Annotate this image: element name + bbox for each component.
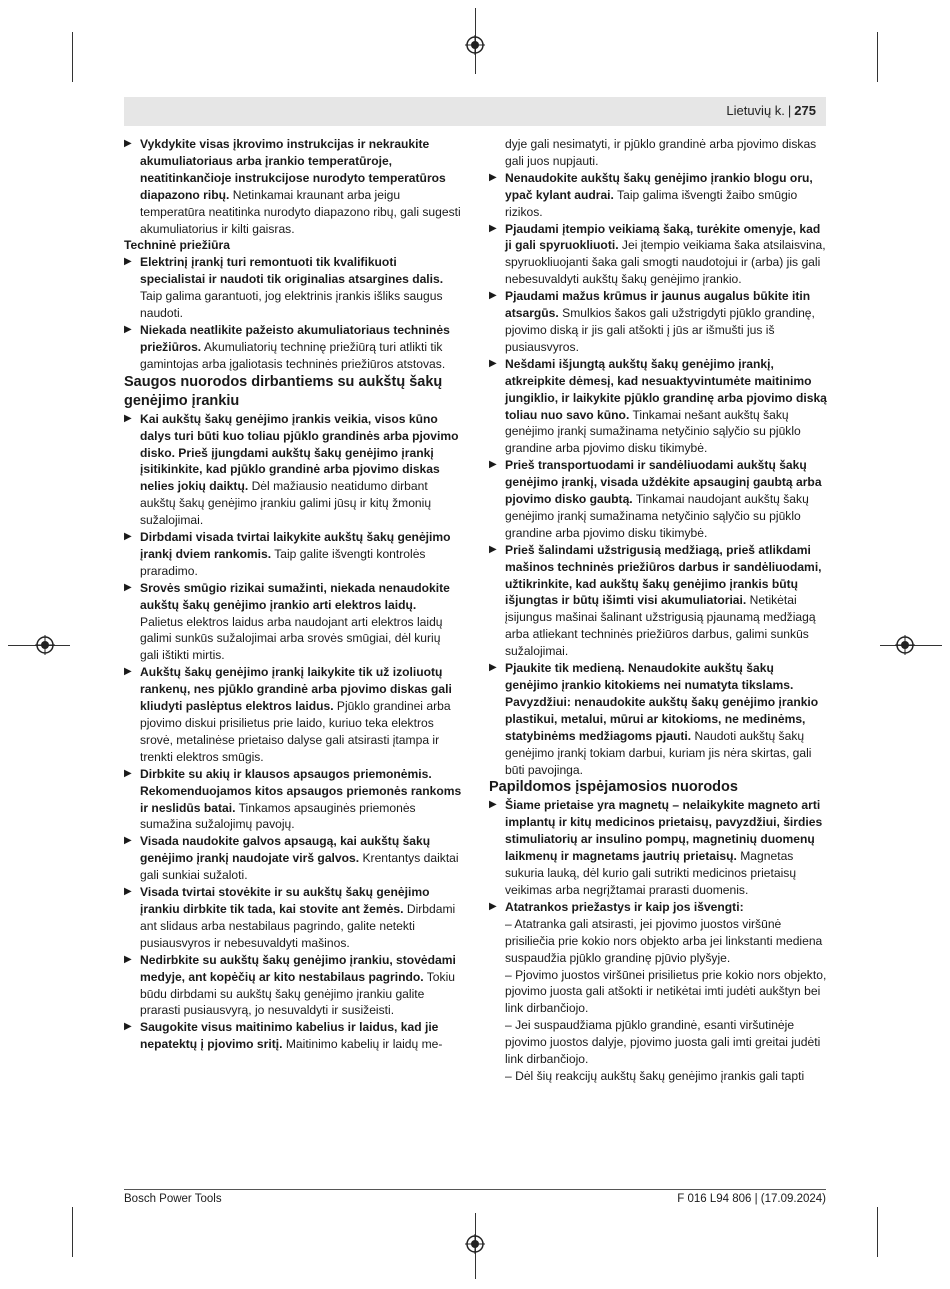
triangle-right-icon: ▶ <box>489 290 497 302</box>
subheading: Techninė priežiūra <box>124 238 230 253</box>
bullet-text: Dirbdami ant slidaus arba nestabilaus pagrindo, galite netekti pusiausvyros ir nebesuvaldyti mašinos. <box>140 901 456 950</box>
bullet-text: Maitinimo kabelių ir laidų me- <box>282 1037 443 1052</box>
crop-line <box>877 32 878 82</box>
bullet-bold-text: Prieš transportuodami ir sandėliuodami aukštų šakų genėjimo įrankį, visada uždėkite apsauginį gaubtą arba pjovimo disko gaubtą. <box>505 458 822 507</box>
bullet-item <box>489 170 827 221</box>
bullet-bold-text: Pjaudami įtempio veikiamą šaką, turėkite omenyje, kad ji gali spyruokliuoti. <box>505 221 821 253</box>
registration-mark-icon <box>35 635 55 655</box>
footer-brand: Bosch Power Tools <box>124 1193 222 1205</box>
bullet-item <box>124 952 462 1020</box>
bullet-item <box>489 356 827 457</box>
bullet-text: Tokiu būdu dirbdami su aukštų šakų genėjimo įrankiu galite prarasti pusiausvyrą, jo nesuvaldyti ir susižeisti. <box>140 969 455 1018</box>
triangle-right-icon: ▶ <box>124 767 132 779</box>
bullet-text: Netikėtai įsijungus mašinai šalinant užstrigusią pjaunamą medžiagą arba atliekant techninės priežiūros darbus, galimi sunkūs sužalojimai. <box>505 593 816 659</box>
crop-line <box>72 1207 73 1257</box>
section-title: Saugos nuorodos dirbantiems su aukštų šakų genėjimo įrankiu <box>124 373 443 409</box>
bullet-bold-text: Dirbkite su akių ir klausos apsaugos priemonėmis. Rekomenduojamos kitos apsaugos priemonės rankoms ir neslidūs batai. <box>140 766 462 815</box>
triangle-right-icon: ▶ <box>124 531 132 543</box>
bullet-bold-text: Vykdykite visas įkrovimo instrukcijas ir nekraukite akumuliatoriaus arba įrankio temperatūroje, neatitinkančioje instrukcijose nurodyto temperatūros diapazono ribų. <box>140 137 446 202</box>
header-text <box>726 103 816 118</box>
triangle-right-icon: ▶ <box>124 256 132 268</box>
bullet-text: Dėl mažiausio neatidumo dirbant aukštų šakų genėjimo įrankiu galimi jūsų ir kitų žmonių sužalojimai. <box>140 479 432 528</box>
bullet-item <box>489 288 827 356</box>
right-column <box>489 136 827 1085</box>
triangle-right-icon: ▶ <box>124 666 132 678</box>
header-language: Lietuvių k. <box>726 103 785 118</box>
bullet-bold-text: Aukštų šakų genėjimo įrankį laikykite tik už izoliuotų rankenų, nes pjūklo grandinė arba pjovimo diskas gali kliudyti paslėptus elektros laidus. <box>140 665 452 714</box>
dash-item: – Pjovimo juostos viršūnei prisilietus prie kokio nors objekto, pjovimo juosta gali atšokti ir netikėtai imti judėti aukštyn bei link dirbančiojo. <box>505 967 827 1016</box>
bullet-bold-text: Saugokite visus maitinimo kabelius ir laidus, kad jie nepatektų į pjovimo sritį. <box>140 1020 439 1052</box>
bullet-bold-text: Kai aukštų šakų genėjimo įrankis veikia, visos kūno dalys turi būti kuo toliau pjūklo grandinės arba pjovimo disko. Prieš įjungdami aukštų šakų genėjimo įrankį įsitikinkite, kad pjūklo grandinė arba pjovimo diskas nelies jokių daiktų. <box>140 411 459 494</box>
bullet-text: Naudoti aukštų šakų genėjimo įrankį tokiam darbui, kuriam jis nėra skirtas, gali būti pavojinga. <box>505 728 812 777</box>
bullet-item <box>124 136 462 237</box>
bullet-item <box>124 1019 462 1053</box>
triangle-right-icon: ▶ <box>489 357 497 369</box>
bullet-text: Pjūklo grandinei arba pjovimo diskui prisilietus prie laido, kuriuo teka elektros srovė, metalinėse prietaiso dalyse gali atsirasti įtampa ir trenkti elektros smūgis. <box>140 699 451 764</box>
dash-item: – Atatranka gali atsirasti, jei pjovimo juostos viršūnė prisiliečia prie kokio nors objekto arba jei linkstanti mediena suspaudžia pjūklo grandinę pjūvio plyšyje. <box>505 916 823 965</box>
bullet-text: Magnetas sukuria lauką, dėl kurio gali sutrikti medicinos prietaisų veikimas arba negrįžtamai prarasti duomenis. <box>505 849 797 897</box>
bullet-item <box>124 884 462 952</box>
section-title: Papildomos įspėjamosios nuorodos <box>489 779 738 796</box>
triangle-right-icon: ▶ <box>489 900 497 912</box>
bullet-text: Netinkamai kraunant arba jeigu temperatūra neatitinka nurodyto diapazono ribų, gali sugesti akumuliatorius ir kilti gaisras. <box>140 187 461 236</box>
bullet-item <box>124 766 462 834</box>
bullet-item <box>124 580 462 665</box>
bullet-text: Jei įtempio veikiama šaka atsilaisvina, spyruokliuojanti šaka gali smogti naudotojui ir (arba) jis gali nebesuvaldyti aukštų šakų genėjimo įrankio. <box>505 238 826 287</box>
dash-item: – Dėl šių reakcijų aukštų šakų genėjimo įrankis gali tapti <box>505 1068 805 1083</box>
triangle-right-icon: ▶ <box>124 835 132 847</box>
bullet-bold-text: Visada tvirtai stovėkite ir su aukštų šakų genėjimo įrankiu dirbkite tik tada, kai stovite ant žemės. <box>140 885 430 916</box>
crop-line <box>877 1207 878 1257</box>
bullet-item <box>124 833 462 884</box>
footer-rule <box>124 1189 826 1190</box>
triangle-right-icon: ▶ <box>124 581 132 593</box>
bullet-bold-text: Pjaudami mažus krūmus ir jaunus augalus būkite itin atsargūs. <box>505 289 811 321</box>
bullet-bold-text: Elektrinį įrankį turi remontuoti tik kvalifikuoti specialistai ir naudoti tik originalias atsargines dalis. <box>140 255 444 287</box>
bullet-bold-text: Prieš šalindami užstrigusią medžiagą, prieš atlikdami mašinos techninės priežiūros darbus ir sandėliuodami, užtikrinkite, kad aukštų šakų genėjimo įrankis būtų išjungtas ir būtų išimti visi akumuliatoriai. <box>505 542 822 608</box>
continued-text: dyje gali nesimatyti, ir pjūklo grandinė arba pjovimo diskas gali juos nupjauti. <box>505 137 817 168</box>
registration-mark-icon <box>465 1234 485 1254</box>
triangle-right-icon: ▶ <box>489 543 497 555</box>
page-header <box>124 97 826 126</box>
registration-mark-icon <box>895 635 915 655</box>
bullet-item <box>124 664 462 765</box>
bullet-item <box>489 660 827 778</box>
triangle-right-icon: ▶ <box>489 171 497 183</box>
bullet-item <box>489 899 827 916</box>
dash-item: – Jei suspaudžiama pjūklo grandinė, esanti viršutinėje pjovimo juostos dalyje, pjovimo juosta gali imti greitai judėti link dirbančiojo. <box>505 1018 821 1067</box>
bullet-bold-text: Šiame prietaise yra magnetų – nelaikykite magneto arti implantų ir kitų medicinos prietaisų, pavyzdžiui, širdies stimuliatorių ar insulino pompų, magnetinių duomenų laikmenų ir magnetams jautrių prietaisų. <box>505 798 823 864</box>
triangle-right-icon: ▶ <box>124 412 132 424</box>
bullet-bold-text: Nešdami išjungtą aukštų šakų genėjimo įrankį, atkreipkite dėmesį, kad nesuaktyvintumėte maitinimo jungiklio, ir laikykite pjūklo grandinę arba pjovimo diską toliau nuo savo kūno. <box>505 356 827 422</box>
bullet-text: Taip galima garantuoti, jog elektrinis įrankis išliks saugus naudoti. <box>140 289 443 321</box>
triangle-right-icon: ▶ <box>124 323 132 335</box>
triangle-right-icon: ▶ <box>489 662 497 674</box>
bullet-item <box>124 529 462 580</box>
registration-mark-icon <box>465 35 485 55</box>
bullet-text: Akumuliatorių techninę priežiūrą turi atlikti tik gamintojas arba įgaliotasis techninės priežiūros atstovas. <box>140 339 446 371</box>
bullet-bold-text: Srovės smūgio rizikai sumažinti, niekada nenaudokite aukštų šakų genėjimo įrankio arti elektros laidų. <box>140 580 450 612</box>
bullet-text: Tinkamai nešant aukštų šakų genėjimo įrankį sumažinama netyčinio sąlyčio su pjūklo grandine arba pjovimo disku tikimybė. <box>505 407 801 456</box>
crop-line <box>72 32 73 82</box>
header-separator: | <box>787 103 792 118</box>
bullet-bold-text: Atatrankos priežastys ir kaip jos išvengti: <box>505 899 744 914</box>
bullet-item <box>489 797 827 898</box>
footer-doc-id: F 016 L94 806 | (17.09.2024) <box>677 1193 826 1205</box>
bullet-item <box>489 457 827 542</box>
bullet-text: Krentantys daiktai gali sunkiai sužaloti. <box>140 851 459 883</box>
left-column <box>124 136 462 1053</box>
bullet-item <box>124 322 462 373</box>
triangle-right-icon: ▶ <box>124 886 132 898</box>
page-number: 275 <box>794 103 816 118</box>
bullet-bold-text: Pjaukite tik medieną. Nenaudokite aukštų šakų genėjimo įrankio kitokiems nei numatyta tikslams. Pavyzdžiui: nenaudokite aukštų šakų genėjimo įrankio plastikui, metalui, mūrui ar kitokioms, ne medinėms, statybinėms medžiagoms pjauti. <box>505 661 819 743</box>
bullet-text: Taip galite išvengti kontrolės praradimo. <box>140 546 426 578</box>
bullet-bold-text: Nenaudokite aukštų šakų genėjimo įrankio blogu oru, ypač kylant audrai. <box>505 170 813 202</box>
triangle-right-icon: ▶ <box>124 138 132 149</box>
triangle-right-icon: ▶ <box>489 459 497 471</box>
bullet-text: Taip galima išvengti žaibo smūgio rizikos. <box>505 187 798 219</box>
bullet-item <box>489 221 827 289</box>
triangle-right-icon: ▶ <box>124 953 132 965</box>
bullet-bold-text: Dirbdami visada tvirtai laikykite aukštų šakų genėjimo įrankį dviem rankomis. <box>140 530 451 561</box>
bullet-text: Palietus elektros laidus arba naudojant arti elektros laidų galimi sunkūs sužalojimai arba srovės smūgiai, dėl kurių gali ištikti mirtis. <box>140 614 443 663</box>
bullet-bold-text: Nedirbkite su aukštų šakų genėjimo įrankiu, stovėdami medyje, ant kopėčių ar kito nestabilaus pagrindo. <box>140 952 456 984</box>
bullet-bold-text: Visada naudokite galvos apsaugą, kai aukštų šakų genėjimo įrankį naudojate virš galvos. <box>140 834 431 866</box>
triangle-right-icon: ▶ <box>489 222 497 234</box>
bullet-bold-text: Niekada neatlikite pažeisto akumuliatoriaus techninės priežiūros. <box>140 322 450 354</box>
triangle-right-icon: ▶ <box>489 799 497 811</box>
bullet-item <box>124 254 462 322</box>
triangle-right-icon: ▶ <box>124 1021 132 1033</box>
bullet-text: Tinkamai naudojant aukštų šakų genėjimo įrankį sumažinama netyčinio sąlyčio su pjūklo grandine arba pjovimo disku tikimybė. <box>505 492 809 540</box>
bullet-item <box>124 411 462 529</box>
bullet-item <box>489 542 827 660</box>
bullet-text: Smulkios šakos gali užstrigdyti pjūklo grandinę, pjovimo diską ir jis gali atšokti į jūs ar išmušti jus iš pusiausvyros. <box>505 306 815 354</box>
bullet-text: Tinkamos apsauginės priemonės sumažina sužalojimų pavojų. <box>140 800 416 832</box>
